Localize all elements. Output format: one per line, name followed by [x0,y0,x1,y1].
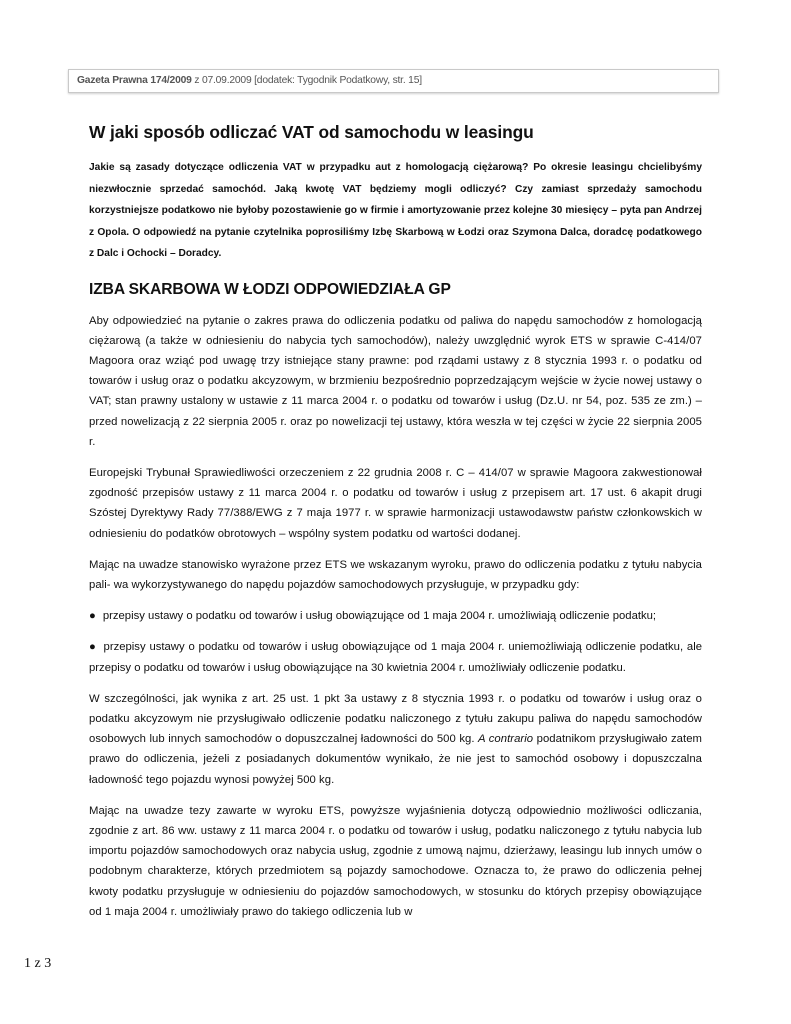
paragraph-text: podatnikom przysługiwało zatem prawo do odliczenia, jeżeli z posiadanych dokumentów wynikało, że nie jest to samochód osobowy i dopuszczalna ładowność tego pojazdu wynosi powyżej 500 kg. [89,733,702,786]
bullet-item [89,637,702,677]
paragraph: Mając na uwadze tezy zawarte w wyroku ETS, powyższe wyjaśnienia dotyczą odpowiednio możliwości odliczania, zgodnie z art. 86 ww. ustawy z 11 marca 2004 r. o podatku od towarów i usług, podatku naliczonego z tytułu nabycia lub importu pojazdów samochodowych oraz nabycia usług, zgodnie z umową najmu, dzierżawy, leasingu lub innych umów o podobnym charakterze, których przedmiotem są pojazdy samochodowe. Oznacza to, że prawo do odliczenia pełnej kwoty podatku przysługuje w odniesieniu do pojazdów samochodowych, w stosunku do których przepisy obowiązujące od 1 maja 2004 r. umożliwiały prawo do takiego odliczenia lub w [89,804,702,918]
bullet-text: przepisy ustawy o podatku od towarów i usług obowiązujące od 1 maja 2004 r. umożliwiają odliczenie podatku; [102,610,657,623]
bullet-text: przepisy ustawy o podatku od towarów i usług obowiązujące od 1 maja 2004 r. uniemożliwiają odliczenie podatku, ale przepisy o podatku od towarów i usług obowiązujące na 30 kwietnia 2004 r. umożliwiały odliczenie podatku. [89,641,702,674]
publication-name: Gazeta Prawna 174/2009 [77,75,192,86]
paragraph-text: W szczególności, jak wynika z art. 25 ust. 1 pkt 3a ustawy z 8 stycznia 1993 r. o podatku od towarów i usług oraz o podatku akcyzowym nie przysługiwało odliczenie podatku naliczonego z tytułu zakupu paliwa do napędu samochodów osobowych lub innych samochodów o dopuszczalnej ładowności do 500 kg. [89,692,702,746]
page-number: 1 z 3 [24,956,52,971]
source-citation-box [68,69,719,93]
section-heading: IZBA SKARBOWA W ŁODZI ODPOWIEDZIAŁA GP [89,280,451,298]
paragraph [89,689,702,790]
bullet-item [89,606,702,626]
paragraph: Mając na uwadze stanowisko wyrażone przez ETS we wskazanym wyroku, prawo do odliczenia podatku z tytułu nabycia pali- wa wykorzystywanego do napędu pojazdów samochodowych przysługuje, w przypadku gdy: [89,558,702,591]
bullet-icon: ● [89,641,97,654]
bullet-icon: ● [89,610,96,623]
article-lead: Jakie są zasady dotyczące odliczenia VAT w przypadku aut z homologacją ciężarową? Po okresie leasingu chcielibyśmy niezwłocznie sprzedać samochód. Jaką kwotę VAT będziemy mogli odliczyć? Czy zamiast sprzedaży samochodu korzystniejsze podatkowo nie byłoby pozostawienie go w firmie i amortyzowanie przez kolejne 30 miesięcy – pyta pan Andrzej z Opola. O odpowiedź na pytanie czytelnika poprosiliśmy Izbę Skarbową w Łodzi oraz Szymona Dalca, doradcę podatkowego z Dalc i Ochocki – Doradcy. [89,162,702,259]
paragraph: Aby odpowiedzieć na pytanie o zakres prawa do odliczenia podatku od paliwa do napędu samochodów z homologacją ciężarową (a także w odniesieniu do nabycia tych samochodów), należy uwzględnić wyrok ETS w sprawie C-414/07 Magoora oraz wziąć pod uwagę trzy istniejące stany prawne: pod rządami ustawy z 8 stycznia 1993 r. o podatku od towarów i usług oraz o podatku akcyzowym, w brzmieniu bezpośrednio poprzedzającym wejście w życie nowej ustawy o VAT; stan prawny ustalony w ustawie z 11 marca 2004 r. o podatku od towarów i usług (Dz.U. nr 54, poz. 535 ze zm.) – przed nowelizacją z 22 sierpnia 2005 r. oraz po nowelizacji tej ustawy, która weszła w tej części w życie 22 sierpnia 2005 r. [89,314,702,448]
italic-phrase: A contrario [478,733,534,746]
article-title: W jaki sposób odliczać VAT od samochodu w leasingu [89,122,534,142]
paragraph: Europejski Trybunał Sprawiedliwości orzeczeniem z 22 grudnia 2008 r. C – 414/07 w sprawie Magoora zakwestionował zgodność przepisów ustawy z 11 marca 2004 r. o podatku od towarów i usług z przepisem art. 17 ust. 6 akapit drugi Szóstej Dyrektywy Rady 77/388/EWG z 7 maja 1977 r. w sprawie harmonizacji ustawodawstw państw członkowskich w odniesieniu do podatków obrotowych – wspólny system podatku od wartości dodanej. [89,466,702,540]
publication-details: z 07.09.2009 [dodatek: Tygodnik Podatkowy, str. 15] [191,75,422,86]
article [89,118,702,933]
